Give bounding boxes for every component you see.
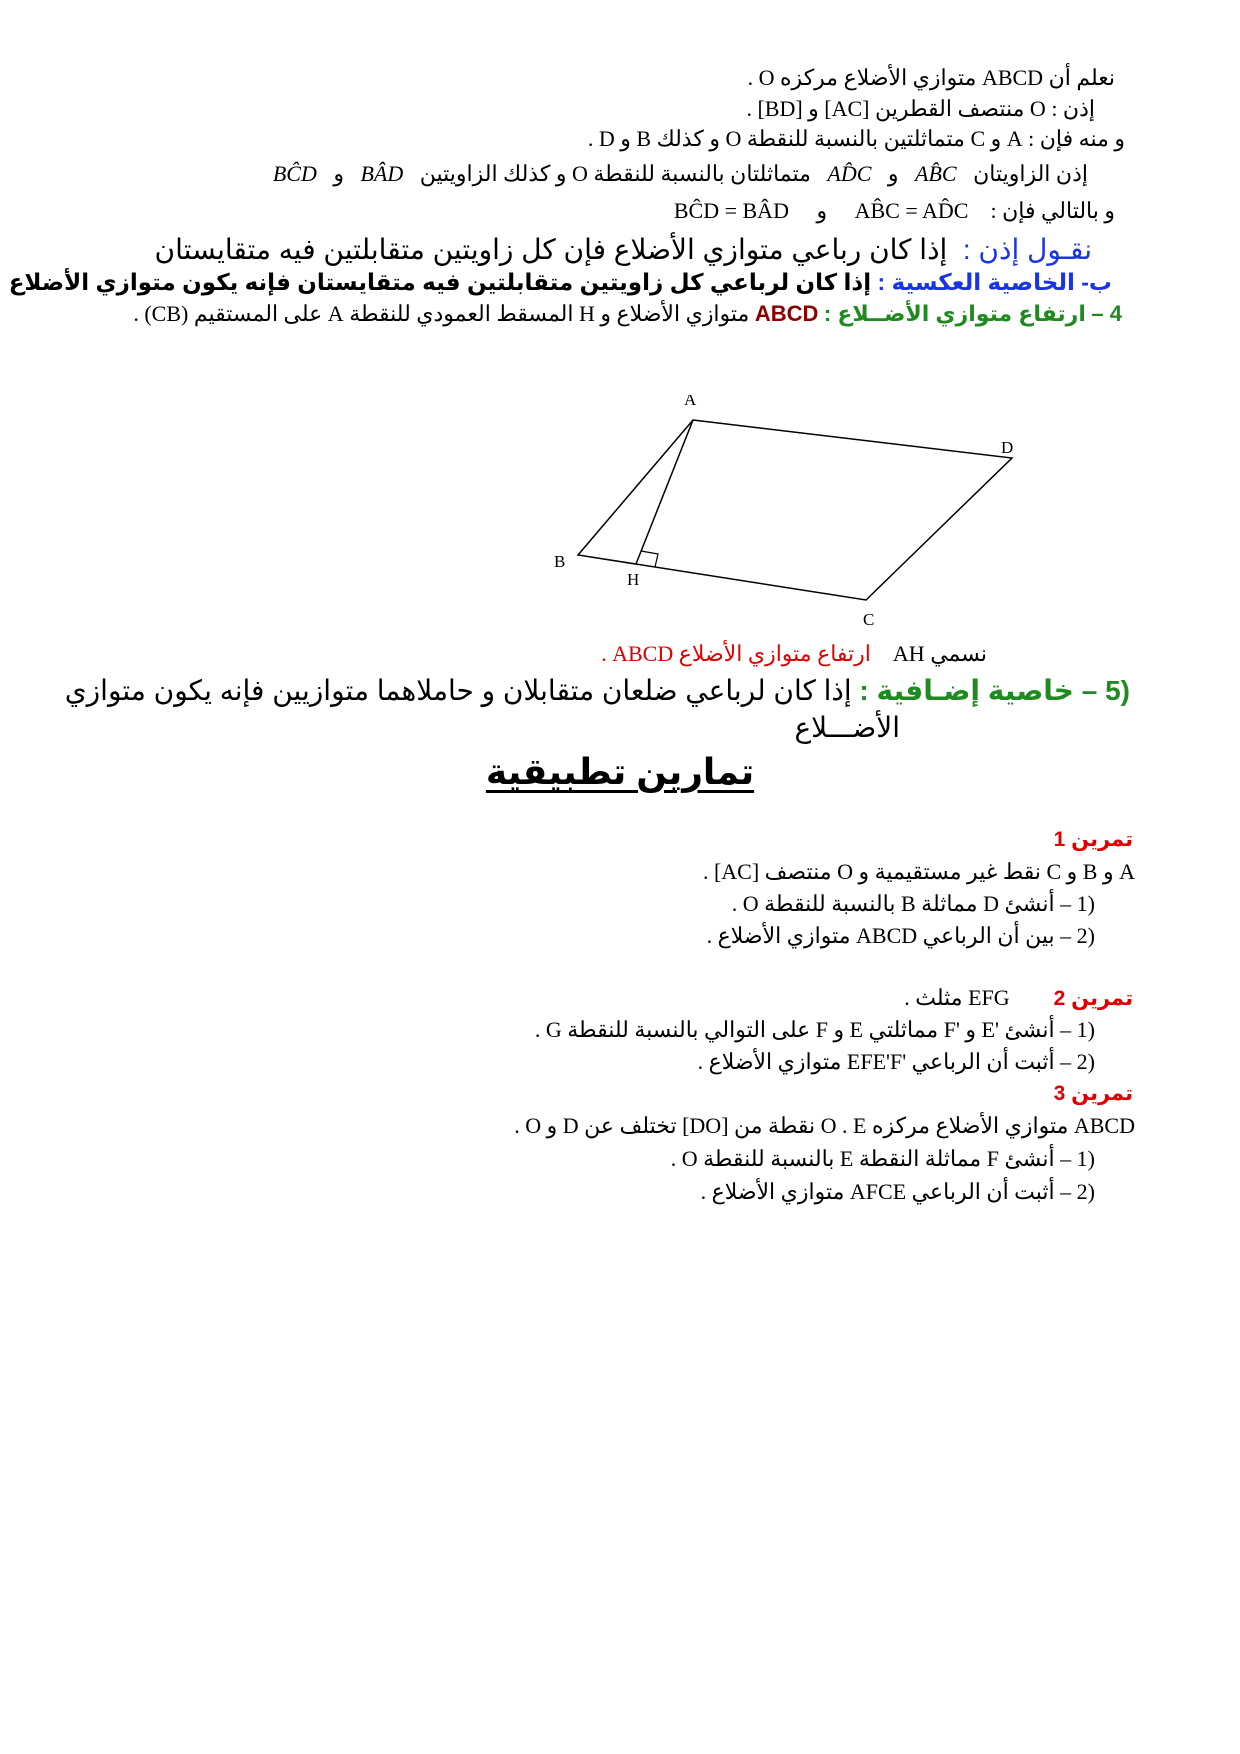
height-section-label: ارتفاع متوازي الأضــلاع : xyxy=(823,301,1086,326)
label-b: B xyxy=(554,552,566,571)
exercise-2-line-1: (1 – أنشئ 'E و 'F مماثلتي E و F على التوالي بالنسبة للنقطة G . xyxy=(534,1017,1095,1042)
exercise-1-line-1: A و B و C نقط غير مستقيمية و O منتصف [AC] . xyxy=(702,859,1135,884)
parallelogram-abcd xyxy=(578,420,1012,600)
exercise-2-given: EFG مثلث . xyxy=(904,985,1010,1010)
angle-bad: BÂD xyxy=(360,161,404,186)
and-word: و xyxy=(816,198,828,223)
conclusion-line xyxy=(155,232,1092,268)
extra-property-line-2: الأضـــلاع xyxy=(794,712,900,743)
equation-2: BĈD = BÂD xyxy=(673,198,789,223)
converse-line xyxy=(9,268,1112,296)
height-section-text: متوازي الأضلاع و H المسقط العمودي للنقطة A على المستقيم (CB) . xyxy=(133,301,750,326)
exercise-2-header xyxy=(904,984,1133,1013)
label-c: C xyxy=(863,610,875,629)
angle-bcd: BĈD xyxy=(272,161,317,186)
and-word: و xyxy=(887,161,899,186)
proof-line-5 xyxy=(674,197,1115,225)
exercise-3-line-1: ABCD متوازي الأضلاع مركزه O . E نقطة من [DO] تختلف عن D و O . xyxy=(514,1113,1135,1138)
exercise-1-line-2: (1 – أنشئ D مماثلة B بالنسبة للنقطة O . xyxy=(731,891,1095,916)
label-h: H xyxy=(627,570,640,589)
name-height-part-1: نسمي AH xyxy=(892,641,987,666)
height-section-abcd: ABCD xyxy=(754,301,819,326)
name-height-line xyxy=(601,640,987,668)
extra-property-number: (5 – xyxy=(1081,675,1130,706)
exercises-title: تمارين تطبيقية xyxy=(485,751,755,792)
converse-label: ب- الخاصية العكسية : xyxy=(877,269,1112,295)
angle-abc: AB̂C xyxy=(915,161,957,186)
height-section-number: 4 – xyxy=(1091,301,1122,326)
proof-line-4-part-2: متماثلتان بالنسبة للنقطة O و كذلك الزاويتين xyxy=(419,161,811,186)
extra-property-label: خاصية إضـافية : xyxy=(859,675,1074,706)
exercise-3-title: تمرين 3 xyxy=(1053,1082,1133,1105)
exercise-1-line-3: (2 – بين أن الرباعي ABCD متوازي الأضلاع . xyxy=(706,923,1095,948)
proof-line-4-part-1: إذن الزاويتان xyxy=(973,161,1088,186)
parallelogram-figure xyxy=(540,395,1020,635)
exercise-2-title: تمرين 2 xyxy=(1053,987,1133,1010)
equation-1: AB̂C = AD̂C xyxy=(854,198,969,223)
label-a: A xyxy=(684,395,697,409)
conclusion-lead: نقـول إذن : xyxy=(962,234,1092,265)
proof-line-4 xyxy=(273,160,1088,188)
conclusion-text: إذا كان رباعي متوازي الأضلاع فإن كل زاويتين متقابلتين فيه متقايستان xyxy=(154,234,948,265)
label-d: D xyxy=(1001,438,1014,457)
proof-line-3: و منه فإن : A و C متماثلتين بالنسبة للنقطة O و كذلك B و D . xyxy=(587,126,1125,151)
proof-line-2: إذن : O منتصف القطرين [AC] و [BD] . xyxy=(746,96,1095,121)
height-section-line xyxy=(133,300,1122,328)
height-segment-ah xyxy=(636,420,693,564)
proof-line-1: نعلم أن ABCD متوازي الأضلاع مركزه O . xyxy=(747,65,1115,90)
angle-adc: AD̂C xyxy=(827,161,872,186)
exercise-3-line-2: (1 – أنشئ F مماثلة النقطة E بالنسبة للنقطة O . xyxy=(670,1146,1095,1171)
and-word: و xyxy=(333,161,344,186)
exercise-2-line-2: (2 – أثبت أن الرباعي 'EFE'F متوازي الأضلاع . xyxy=(697,1049,1095,1074)
name-height-part-2: ارتفاع متوازي الأضلاع ABCD . xyxy=(601,641,871,666)
extra-property-text-1: إذا كان لرباعي ضلعان متقابلان و حاملاهما متوازيين فإنه يكون متوازي xyxy=(64,675,852,706)
exercise-3-line-3: (2 – أثبت أن الرباعي AFCE متوازي الأضلاع . xyxy=(700,1179,1095,1204)
proof-line-5-part-1: و بالتالي فإن : xyxy=(990,198,1115,223)
exercise-1-title: تمرين 1 xyxy=(1053,828,1133,851)
converse-text: إذا كان لرباعي كل زاويتين متقابلتين فيه متقايستان فإنه يكون متوازي الأضلاع xyxy=(8,269,872,295)
extra-property-line-1 xyxy=(65,673,1130,709)
